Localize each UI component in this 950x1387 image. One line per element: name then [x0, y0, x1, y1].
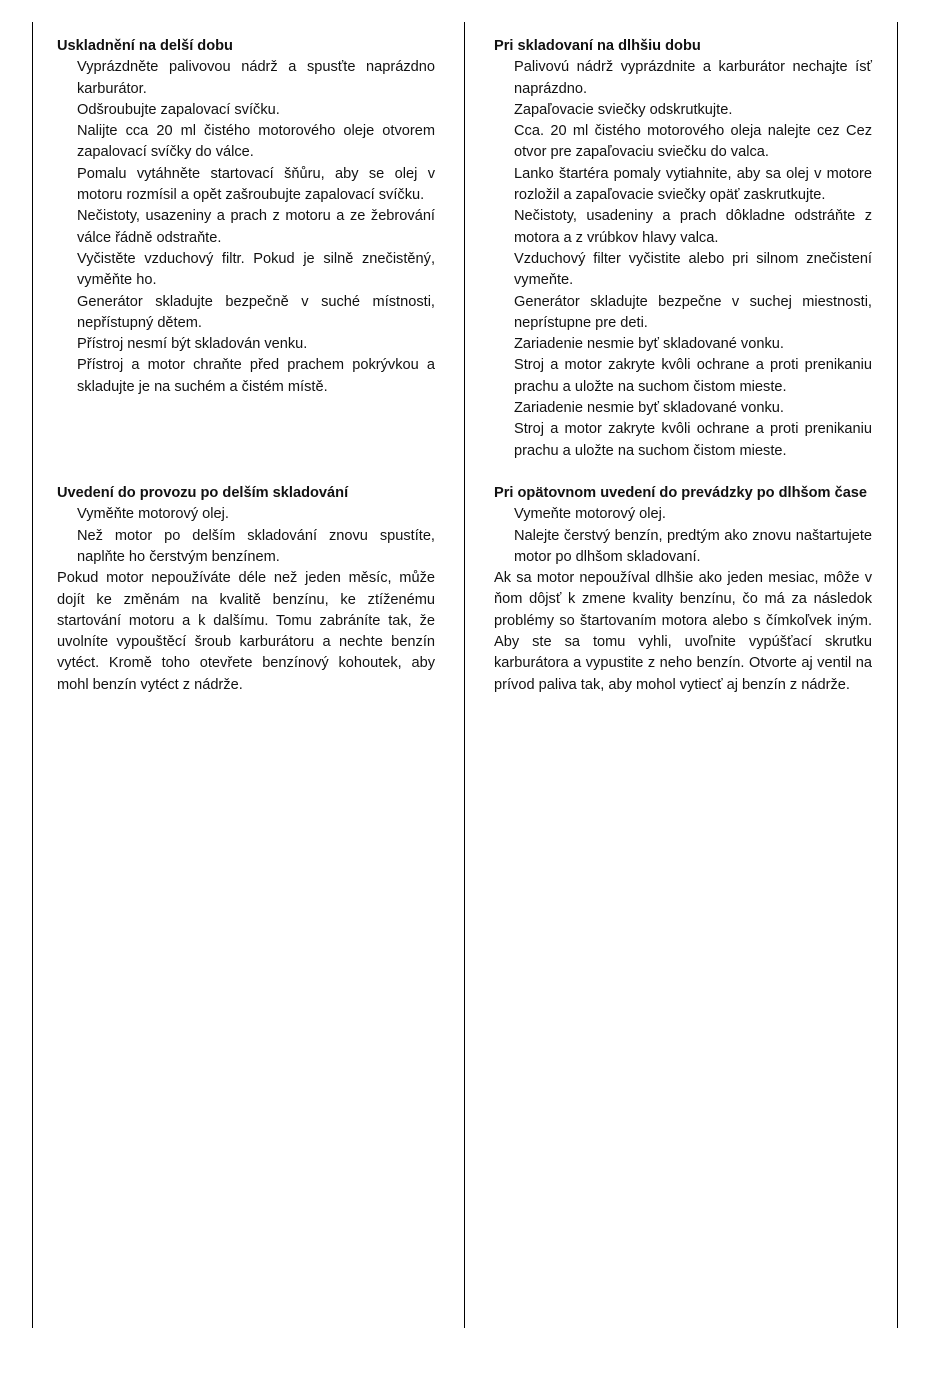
- list-item: Nečistoty, usazeniny a prach z motoru a ze žebrování válce řádně odstraňte.: [77, 208, 435, 246]
- list-item: Odšroubujte zapalovací svíčku.: [77, 101, 280, 118]
- list-item: Přístroj nesmí být skladován venku.: [77, 336, 308, 353]
- list-item: Pomalu vytáhněte startovací šňůru, aby se olej v motoru rozmísil a opět zašroubujte zapalovací svíčku.: [77, 165, 435, 204]
- list-item: Vyměňte motorový olej.: [77, 506, 229, 523]
- list-item: Nalijte cca 20 ml čistého motorového oleje otvorem zapalovací svíčky do válce.: [77, 123, 435, 161]
- section-title-storage: Pri skladovaní na dlhšiu dobu: [494, 38, 701, 54]
- body-paragraph: Ak sa motor nepoužíval dlhšie ako jeden mesiac, môže v ňom dôjsť k zmene kvality benzínu, čo má za následok problémy so štartovaním motora alebo s čímkoľvek iným. Aby ste sa tomu vyhli, uvoľnite vypúšťací skrutku karburátora a vypustite z neho benzín. Otvorte aj ventil na prívod paliva tak, aby mohol vytiecť aj benzín z nádrže.: [494, 570, 872, 693]
- right-margin-rule: [897, 22, 898, 1328]
- section-title-storage: Uskladnění na delší dobu: [57, 38, 233, 54]
- list-item: Stroj a motor zakryte kvôli ochrane a proti prenikaniu prachu a uložte na suchom čistom mieste.: [514, 421, 872, 459]
- list-item: Generátor skladujte bezpečně v suché místnosti, nepřístupný dětem.: [77, 293, 435, 331]
- section-title-recommission: Uvedení do provozu po delším skladování: [57, 485, 349, 502]
- list-item: Palivovú nádrž vyprázdnite a karburátor nechajte ísť naprázdno.: [514, 59, 872, 97]
- list-item: Cca. 20 ml čistého motorového oleja nalejte cez Cez otvor pre zapaľovaciu sviečku do valca.: [514, 123, 872, 161]
- list-item: Lanko štartéra pomaly vytiahnite, aby sa olej v motore rozložil a zapaľovacie sviečky opäť zaskrutkujte.: [514, 165, 872, 204]
- list-item: Nalejte čerstvý benzín, predtým ako znovu naštartujete motor po dlhšom skladovaní.: [514, 527, 872, 565]
- list-item: Vyčistěte vzduchový filtr. Pokud je silně znečistěný, vyměňte ho.: [77, 250, 435, 289]
- left-margin-rule: [32, 22, 33, 1328]
- list-item: Nečistoty, usadeniny a prach dôkladne odstráňte z motora a z vrúbkov hlavy valca.: [514, 208, 872, 246]
- list-item: Přístroj a motor chraňte před prachem pokrývkou a skladujte je na suchém a čistém místě.: [77, 357, 435, 395]
- list-item: Vyprázdněte palivovou nádrž a spusťte naprázdno karburátor.: [77, 59, 435, 97]
- list-item: Generátor skladujte bezpečne v suchej miestnosti, neprístupne pre deti.: [514, 293, 872, 331]
- slovak-column: [494, 36, 872, 696]
- list-item: Vymeňte motorový olej.: [514, 506, 666, 523]
- list-item: Než motor po delším skladování znovu spustíte, naplňte ho čerstvým benzínem.: [77, 527, 435, 565]
- list-item: Stroj a motor zakryte kvôli ochrane a proti prenikaniu prachu a uložte na suchom čistom mieste.: [514, 357, 872, 395]
- section-title-recommission: Pri opätovnom uvedení do prevádzky po dlhšom čase: [494, 484, 868, 501]
- list-item: Zariadenie nesmie byť skladované vonku.: [514, 336, 784, 353]
- list-item: Vzduchový filter vyčistite alebo pri silnom znečistení vymeňte.: [514, 250, 872, 289]
- czech-column: [57, 36, 435, 696]
- body-paragraph: Pokud motor nepoužíváte déle než jeden měsíc, může dojít ke změnám na kvalitě benzínu, ke ztíženému startování motoru a k dalšímu. Tomu zabráníte tak, že uvolníte vypouštěcí šroub karburátoru a nechte benzín vytéct. Kromě toho otevřete benzínový kohoutek, aby mohl benzín vytéct z nádrže.: [57, 570, 435, 693]
- list-item: Zapaľovacie sviečky odskrutkujte.: [514, 101, 733, 118]
- column-divider-rule: [464, 22, 465, 1328]
- list-item: Zariadenie nesmie byť skladované vonku.: [514, 400, 784, 417]
